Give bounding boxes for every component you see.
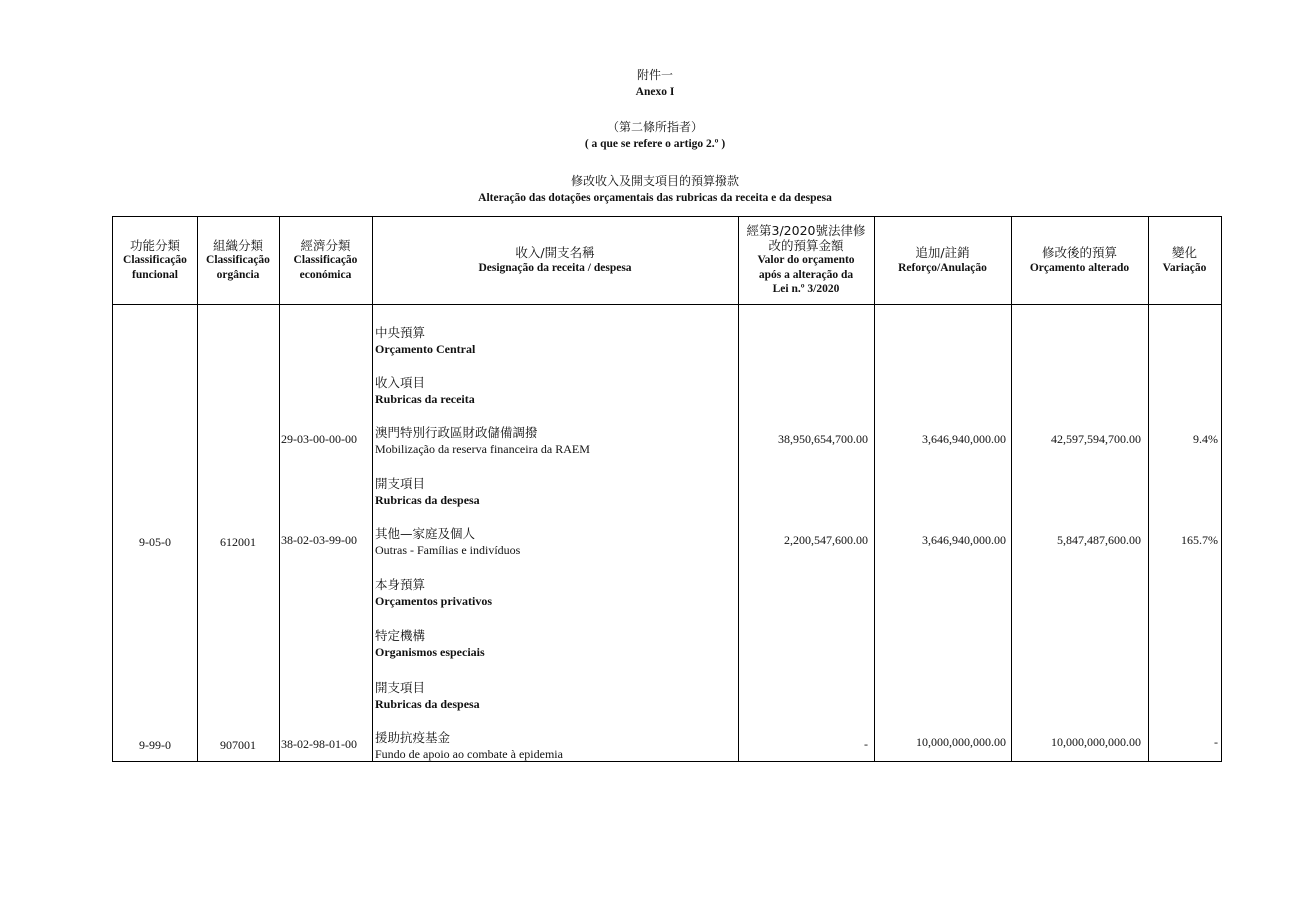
- section-label: [375, 628, 485, 660]
- table-cell-economic: 29-03-00-00-00: [281, 432, 357, 446]
- section-label: [375, 577, 492, 609]
- row-designation-zh: 澳門特別行政區財政儲備調撥: [375, 425, 538, 440]
- row-designation-zh: 援助抗疫基金: [375, 730, 451, 745]
- col-header-zh: 收入/開支名稱: [515, 245, 595, 260]
- col-header-original-value: [738, 217, 874, 304]
- col-header-zh: 修改後的預算: [1041, 245, 1117, 260]
- section-label: [375, 375, 475, 407]
- table-cell-organic: 612001: [220, 535, 256, 549]
- section-label-pt: Rubricas da despesa: [375, 697, 480, 711]
- row-designation-pt: Outras - Famílias e indivíduos: [375, 543, 521, 557]
- row-designation-pt: Fundo de apoio ao combate à epidemia: [375, 747, 563, 761]
- table-title-pt: Alteração das dotações orçamentais das rubricas da receita e da despesa: [478, 192, 832, 204]
- section-label-pt: Rubricas da receita: [375, 392, 475, 406]
- col-header-zh: 組織分類: [212, 237, 263, 253]
- col-header-pt: Valor do orçamento: [757, 254, 855, 267]
- row-designation: [375, 526, 520, 558]
- col-header-variation: [1148, 217, 1221, 304]
- row-designation: [375, 730, 563, 762]
- col-header-pt: funcional: [131, 268, 178, 281]
- section-label-pt: Rubricas da despesa: [375, 493, 480, 507]
- col-header-designation: [372, 217, 738, 304]
- table-cell-reinforcement: 3,646,940,000.00: [922, 533, 1006, 547]
- annex-title-pt: Anexo I: [635, 86, 675, 98]
- table-cell-economic: 38-02-98-01-00: [281, 737, 357, 751]
- table-cell-functional: 9-99-0: [139, 738, 171, 752]
- table-cell-original-value: -: [864, 737, 868, 751]
- table-cell-variation: 9.4%: [1193, 432, 1218, 446]
- row-designation: [375, 425, 590, 457]
- col-header-pt: Designação da receita / despesa: [478, 261, 632, 274]
- table-title-zh: 修改收入及開支項目的預算撥款: [570, 174, 739, 188]
- section-label-pt: Organismos especiais: [375, 645, 485, 659]
- table-cell-altered-budget: 10,000,000,000.00: [1051, 735, 1141, 749]
- table-cell-economic: 38-02-03-99-00: [281, 533, 357, 547]
- header-divider: [113, 304, 1221, 305]
- table-cell-altered-budget: 5,847,487,600.00: [1057, 533, 1141, 547]
- col-header-zh: 變化: [1171, 245, 1197, 260]
- row-designation-zh: 其他—家庭及個人: [375, 526, 476, 541]
- row-designation-pt: Mobilização da reserva financeira da RAEM: [375, 442, 590, 456]
- col-header-economic: [279, 217, 372, 304]
- article-ref-pt: ( a que se refere o artigo 2.º ): [584, 138, 726, 150]
- col-header-zh: 追加/註銷: [915, 245, 970, 260]
- col-header-pt: Variação: [1162, 261, 1207, 274]
- section-label-zh: 開支項目: [375, 680, 426, 695]
- section-label-zh: 特定機構: [375, 628, 426, 643]
- section-label: [375, 325, 475, 357]
- section-label: [375, 680, 480, 712]
- section-label: [375, 476, 480, 508]
- table-cell-functional: 9-05-0: [139, 535, 171, 549]
- col-header-pt: Reforço/Anulação: [898, 261, 987, 274]
- table-cell-original-value: 2,200,547,600.00: [784, 533, 868, 547]
- col-header-pt: orgância: [216, 268, 260, 281]
- table-cell-reinforcement: 10,000,000,000.00: [916, 735, 1006, 749]
- col-header-functional: [113, 217, 197, 304]
- col-header-zh: 功能分類: [129, 237, 180, 253]
- col-header-pt: Classificação: [206, 254, 270, 267]
- col-header-zh: 經濟分類: [300, 237, 351, 253]
- table-cell-variation: 165.7%: [1181, 533, 1218, 547]
- article-ref-zh: （第二條所指者）: [606, 120, 703, 134]
- table-cell-reinforcement: 3,646,940,000.00: [922, 432, 1006, 446]
- section-label-pt: Orçamento Central: [375, 342, 476, 356]
- col-header-pt: Classificação: [123, 254, 187, 267]
- col-header-pt: económica: [299, 268, 352, 281]
- col-header-pt: Orçamento alterado: [1029, 261, 1130, 274]
- col-header-altered-budget: [1011, 217, 1148, 304]
- section-label-zh: 中央預算: [375, 325, 426, 340]
- col-header-pt: após a alteração da: [758, 268, 854, 281]
- table-cell-original-value: 38,950,654,700.00: [778, 432, 868, 446]
- section-label-pt: Orçamentos privativos: [375, 594, 492, 608]
- col-header-organic: [197, 217, 279, 304]
- col-header-zh: 經第3/2020號法律修: [746, 223, 866, 239]
- section-label-zh: 開支項目: [375, 476, 426, 491]
- col-header-reinforcement: [874, 217, 1011, 304]
- budget-table: [112, 216, 1222, 762]
- annex-title-zh: 附件一: [636, 68, 673, 82]
- section-label-zh: 本身預算: [375, 577, 426, 592]
- table-cell-organic: 907001: [220, 738, 256, 752]
- table-cell-variation: -: [1214, 735, 1218, 749]
- col-header-zh: 改的預算金額: [768, 237, 844, 253]
- section-label-zh: 收入項目: [375, 375, 426, 390]
- col-header-pt: Lei n.º 3/2020: [772, 283, 840, 296]
- table-cell-altered-budget: 42,597,594,700.00: [1051, 432, 1141, 446]
- col-header-pt: Classificação: [293, 254, 358, 267]
